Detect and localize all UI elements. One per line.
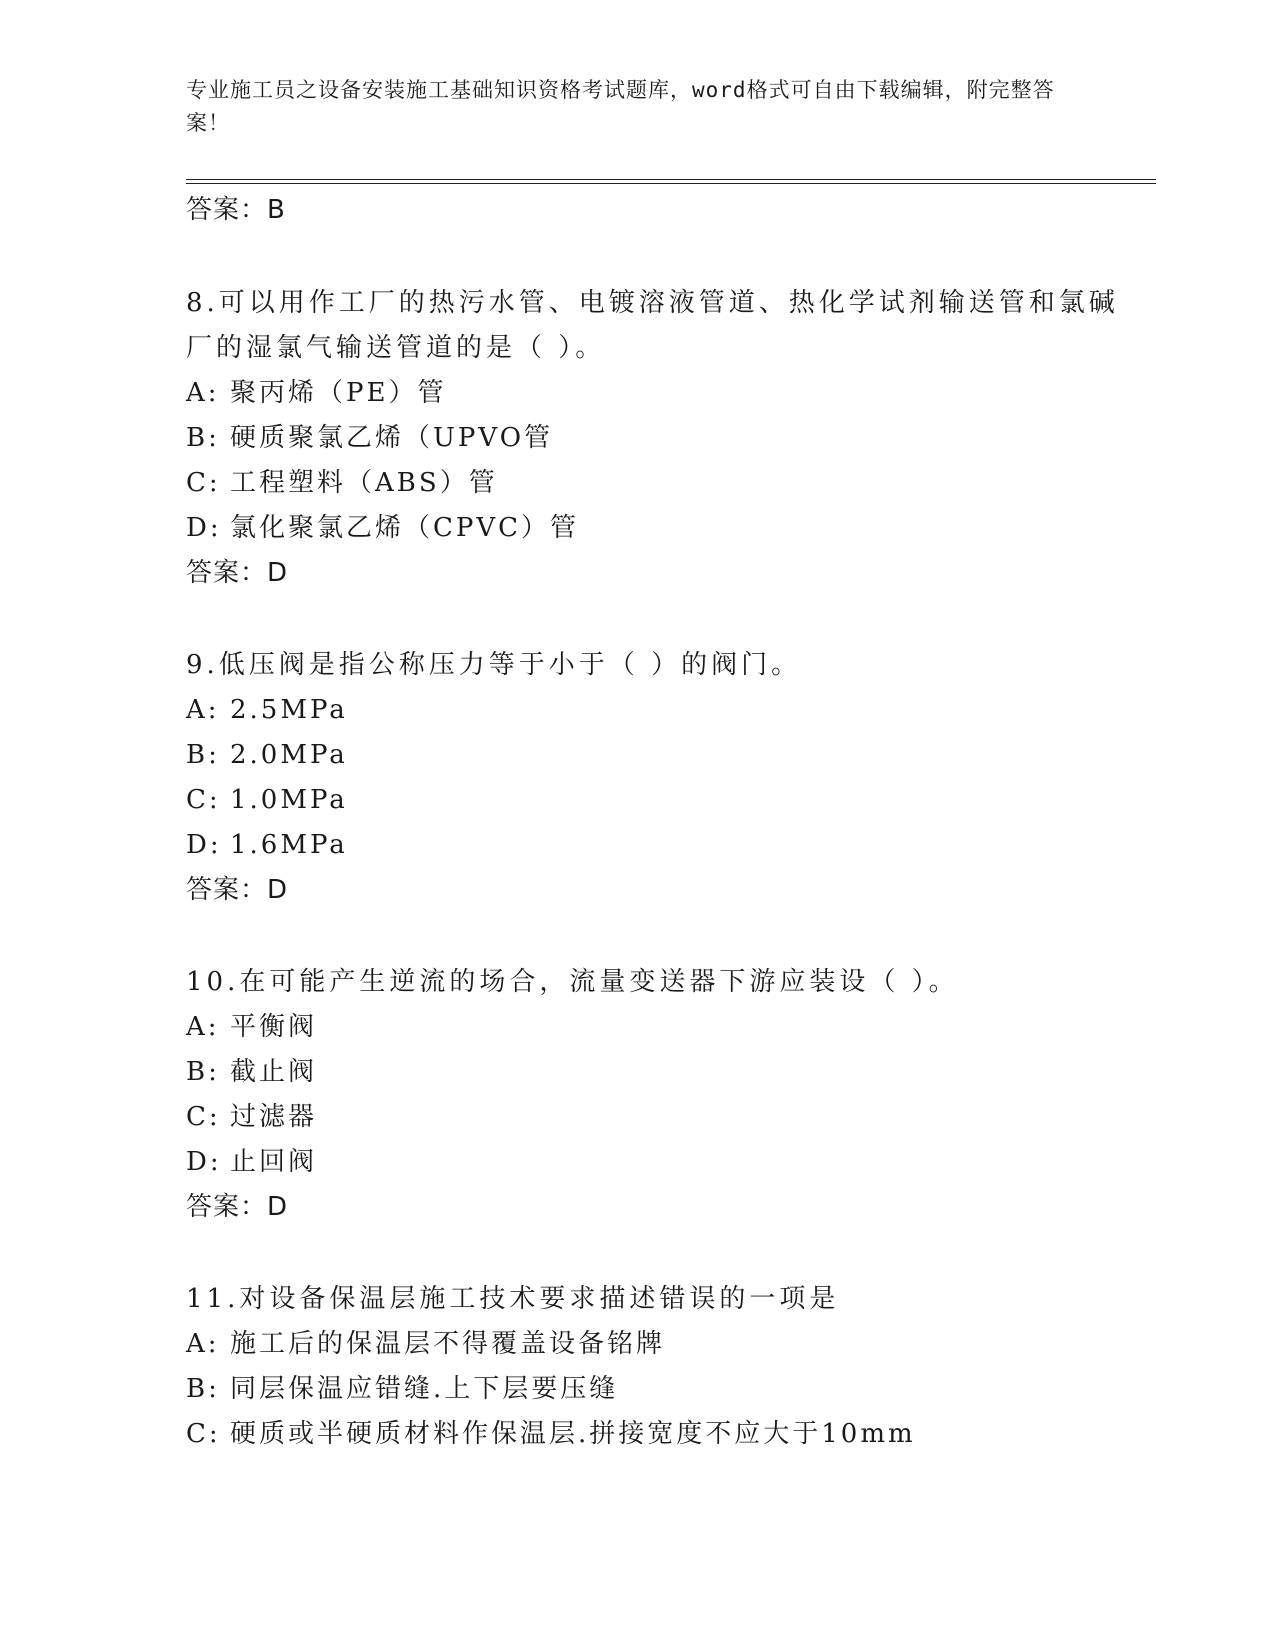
option-letter: C: xyxy=(186,1102,221,1132)
question-stem: 10.在可能产生逆流的场合，流量变送器下游应装设（ ）。 xyxy=(186,967,959,997)
option-c xyxy=(186,1412,1146,1457)
option-d xyxy=(186,1140,1146,1185)
option-text: 止回阀 xyxy=(230,1147,318,1177)
option-text: 截止阀 xyxy=(230,1057,318,1087)
option-text: 同层保温应错缝.上下层要压缝 xyxy=(230,1374,619,1404)
option-text: 施工后的保温层不得覆盖设备铭牌 xyxy=(230,1329,666,1359)
option-text: 工程塑料（ABS）管 xyxy=(230,468,498,498)
option-a xyxy=(186,371,1146,416)
previous-answer: 答案：B xyxy=(186,195,286,225)
option-text: 硬质或半硬质材料作保温层.拼接宽度不应大于10mm xyxy=(230,1419,916,1449)
option-text: 聚丙烯（PE）管 xyxy=(230,378,447,408)
option-letter: C: xyxy=(186,468,221,498)
question-9 xyxy=(186,643,1146,913)
option-b xyxy=(186,733,1146,778)
option-letter: C: xyxy=(186,785,221,815)
page-header: 专业施工员之设备安装施工基础知识资格考试题库，word格式可自由下载编辑，附完整答案！ xyxy=(186,78,1055,135)
option-d xyxy=(186,506,1146,551)
option-text: 过滤器 xyxy=(230,1102,318,1132)
option-b xyxy=(186,1050,1146,1095)
option-a xyxy=(186,688,1146,733)
option-letter: D: xyxy=(186,513,222,543)
question-list xyxy=(186,188,1146,1457)
question-8 xyxy=(186,281,1146,596)
option-letter: B: xyxy=(186,1057,220,1087)
option-letter: A: xyxy=(186,1012,220,1042)
option-text: 平衡阀 xyxy=(230,1012,318,1042)
option-letter: B: xyxy=(186,423,220,453)
option-letter: A: xyxy=(186,695,220,725)
option-text: 1.6MPa xyxy=(230,830,348,860)
option-letter: C: xyxy=(186,1419,221,1449)
option-a xyxy=(186,1005,1146,1050)
option-letter: B: xyxy=(186,740,220,770)
question-11 xyxy=(186,1277,1146,1457)
option-b xyxy=(186,416,1146,461)
option-letter: A: xyxy=(186,1329,220,1359)
option-letter: B: xyxy=(186,1374,220,1404)
question-stem: 9.低压阀是指公称压力等于小于（ ）的阀门。 xyxy=(186,650,802,680)
question-10 xyxy=(186,960,1146,1230)
question-stem: 11.对设备保温层施工技术要求描述错误的一项是 xyxy=(186,1284,840,1314)
answer-line: 答案：D xyxy=(186,1192,289,1222)
option-c xyxy=(186,461,1146,506)
option-text: 2.0MPa xyxy=(230,740,348,770)
option-b xyxy=(186,1367,1146,1412)
option-text: 氯化聚氯乙烯（CPVC）管 xyxy=(230,513,580,543)
answer-line: 答案：D xyxy=(186,558,289,588)
option-text: 硬质聚氯乙烯（UPVO管 xyxy=(230,423,554,453)
option-c xyxy=(186,778,1146,823)
option-a xyxy=(186,1322,1146,1367)
option-text: 1.0MPa xyxy=(230,785,348,815)
question-stem: 8.可以用作工厂的热污水管、电镀溶液管道、热化学试剂输送管和氯碱厂的湿氯气输送管道的是（ ）。 xyxy=(186,288,1119,363)
header-divider xyxy=(186,179,1156,184)
option-text: 2.5MPa xyxy=(230,695,348,725)
option-c xyxy=(186,1095,1146,1140)
option-letter: A: xyxy=(186,378,220,408)
option-d xyxy=(186,823,1146,868)
option-letter: D: xyxy=(186,1147,222,1177)
option-letter: D: xyxy=(186,830,222,860)
answer-line: 答案：D xyxy=(186,875,289,905)
